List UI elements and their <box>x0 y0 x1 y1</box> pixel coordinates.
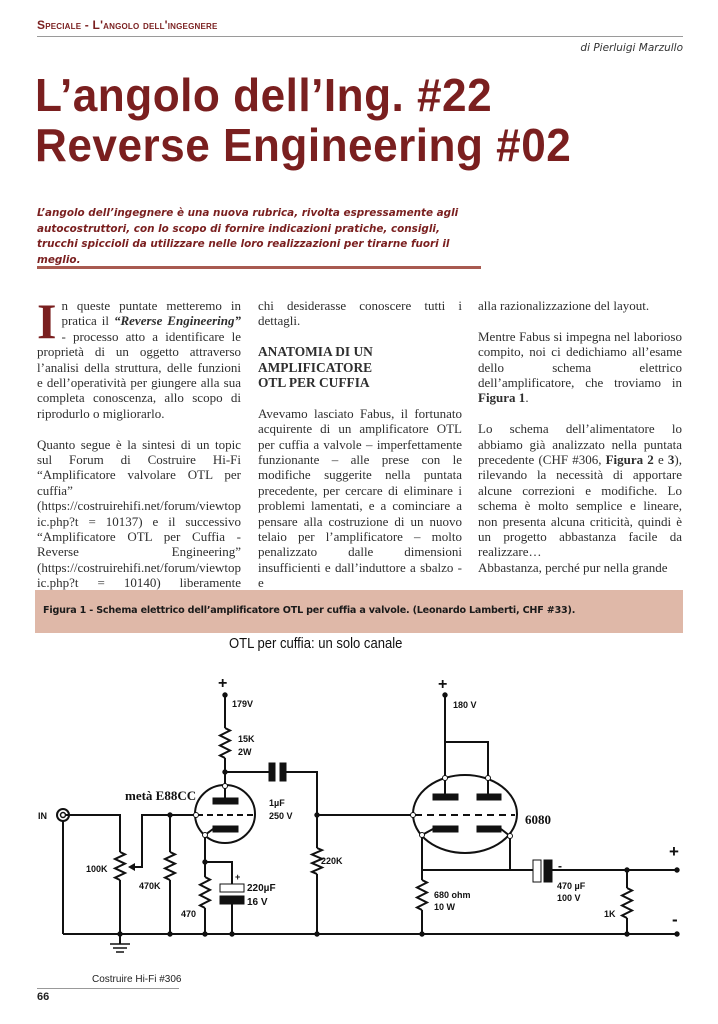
electrolytic-220uf-plate <box>220 896 244 904</box>
input-jack-center <box>61 813 66 818</box>
c2-voltage-label: 16 V <box>247 897 268 908</box>
section-heading: ANATOMIA DI UN AMPLIFICATORE OTL PER CUFFIA <box>258 344 373 391</box>
supply-terminal <box>223 693 227 697</box>
capacitor-1uf-plate <box>280 763 286 781</box>
text: Mentre Fabus si impegna nel laborioso compito, noi ci dedichiamo all’esame dello schema elettrico dell’amplificatore, che troviamo in <box>478 328 682 391</box>
junction-dot <box>411 813 416 818</box>
author-byline: di Pierluigi Marzullo <box>580 42 683 54</box>
resistor-470 <box>200 877 210 908</box>
junction-dot <box>315 932 319 936</box>
c2-plus-label: + <box>235 872 241 882</box>
junction-dot <box>168 813 172 817</box>
junction-dot <box>420 833 425 838</box>
figure-reference: Figura 2 <box>605 452 654 468</box>
electrolytic-220uf-plate <box>220 884 244 892</box>
r1k-label: 1K <box>604 909 616 919</box>
r680-watt-label: 10 W <box>434 902 456 912</box>
resistor-1k <box>622 888 632 918</box>
r470-label: 470 <box>181 909 197 919</box>
c1-voltage-label: 250 V <box>269 811 293 821</box>
voltage-180-label: 180 V <box>453 700 477 710</box>
wire <box>445 742 488 778</box>
r15k-label: 15K <box>238 734 255 744</box>
footer-divider <box>37 988 179 989</box>
text: n queste puntate metteremo in pratica il <box>61 298 241 329</box>
article-intro: L’angolo dell’ingegnere è una nuova rubrica, rivolta espressamente agli autocostruttori, con lo scopo di fornire indicazioni pratiche, consigli, trucchi spiccioli da utilizzare nelle loro realizzazioni per tirarne fuori il meglio. <box>37 207 459 266</box>
supply-plus-2-label: + <box>438 676 448 693</box>
section-header: Speciale - L'angolo dell'ingegnere <box>37 18 218 32</box>
text: . <box>525 390 529 406</box>
paragraph: Quanto segue è la sintesi di un topic sul Forum di Costruire Hi-Fi “Amplificatore valvolare OTL per cuffia” (https://costruirehifi.net/forum/viewtopic.php?t = 10137) e il successivo “Amplificatore OTL per Cuffia - Reverse Engineering” (https://costruirehifi.net/forum/viewtopic.php?t = 10140) liberamente <box>37 436 241 591</box>
tube-anode <box>477 794 501 800</box>
c3-minus-label: - <box>558 859 562 873</box>
figure-caption: Figura 1 - Schema elettrico dell’amplificatore OTL per cuffia a valvole. (Leonardo Lamberti, CHF #33). <box>43 605 576 616</box>
r680-label: 680 ohm <box>434 890 471 900</box>
schematic-labels <box>38 675 679 929</box>
junction-dot <box>168 932 172 936</box>
resistor-15k <box>220 728 230 758</box>
text: Lo schema dell’alimentatore lo abbiamo già analizzato nella puntata precedente (CHF #306, <box>478 421 682 468</box>
pot-wiper-arrow <box>128 863 135 871</box>
paragraph: alla razionalizzazione del layout. <box>478 298 650 313</box>
paragraph: Avevamo lasciato Fabus, il fortunato acquirente di un amplificatore OTL per cuffia a valvole – imperfettamente funzionante – alle prese con le modifiche suggerite nella puntata precedente, per cercare di eliminare i problemi lamentati, e a cominciare a pensare alla costruzione di un nuovo telaio per l’amplificatore – molto penalizzato dalle dimensioni insufficienti e dall’induttore a sbalzo - e <box>258 405 462 591</box>
tube-anode <box>213 798 238 804</box>
text: e <box>653 452 668 468</box>
c3-voltage-label: 100 V <box>557 893 581 903</box>
r470k-label: 470K <box>139 881 161 891</box>
junction-dot <box>508 834 513 839</box>
title-line-1: L’angolo dell’Ing. #22 <box>35 69 493 121</box>
electrolytic-470uf-plate <box>544 860 552 882</box>
schematic-components <box>57 693 679 952</box>
resistor-470k <box>165 852 175 880</box>
text: - processo atto a identificare le proprietà di un oggetto attraverso l’analisi della struttura, delle funzioni e dell’operatività per giungere alla sua completa conoscenza, allo scopo di riprodurlo o migliorarlo. <box>37 328 241 421</box>
junction-dot <box>194 813 199 818</box>
tube1-label: metà E88CC <box>125 788 197 803</box>
drop-cap: I <box>37 293 57 349</box>
supply-plus-label: + <box>218 675 228 692</box>
figure-reference: Figura 1 <box>478 390 526 406</box>
potentiometer-100k <box>115 852 125 880</box>
tube-cathode <box>477 826 501 832</box>
paragraph: Abbastanza, perché pur nella grande <box>478 559 668 575</box>
r220k-label: 220K <box>321 856 343 866</box>
c2-label: 220µF <box>247 883 276 894</box>
junction-dot <box>420 932 424 936</box>
c3-label: 470 µF <box>557 881 586 891</box>
tube-anode <box>433 794 458 800</box>
schematic-wires <box>63 695 677 944</box>
voltage-179-label: 179V <box>232 699 254 709</box>
output-terminal-minus <box>675 932 679 936</box>
pot-label: 100K <box>86 864 108 874</box>
emphasis: “Reverse Engineering” <box>113 313 241 329</box>
junction-dot <box>625 868 629 872</box>
output-terminal-plus <box>675 868 679 872</box>
junction-dot <box>443 776 448 781</box>
junction-dot <box>223 770 227 774</box>
junction-dot <box>203 932 207 936</box>
electrolytic-470uf-plate <box>533 860 541 882</box>
r15k-watt-label: 2W <box>238 747 252 757</box>
junction-dot <box>118 932 122 936</box>
title-line-2: Reverse Engineering #02 <box>35 119 572 171</box>
ground-icon <box>110 944 130 952</box>
wire <box>66 815 120 852</box>
output-minus-label: - <box>672 910 678 929</box>
junction-dot <box>230 932 234 936</box>
text: ), rilevando la necessità di apportare alcune correzioni e modifiche. Lo schema è molto semplice e lineare, non presenta alcuna criticità, quindi è un progetto abbastanza facile da realizzare… <box>478 452 682 560</box>
input-label: IN <box>38 811 47 821</box>
junction-dot <box>625 932 629 936</box>
page-number: 66 <box>37 991 50 1003</box>
junction-dot <box>486 776 491 781</box>
junction-dot <box>203 833 208 838</box>
junction-dot <box>223 784 228 789</box>
output-plus-label: + <box>669 842 679 861</box>
footer-magazine: Costruire Hi-Fi #306 <box>92 974 182 985</box>
capacitor-1uf-plate <box>269 763 275 781</box>
wire <box>286 772 317 848</box>
junction-dot <box>315 813 319 817</box>
schematic-title: OTL per cuffia: un solo canale <box>229 636 403 652</box>
tube2-label: 6080 <box>525 812 551 827</box>
tube-cathode <box>433 826 458 832</box>
tube-cathode <box>213 826 238 832</box>
figure-reference: 3 <box>667 452 675 468</box>
supply-terminal <box>443 693 447 697</box>
junction-dot <box>203 860 207 864</box>
resistor-680-ohm <box>417 880 427 910</box>
c1-label: 1µF <box>269 798 285 808</box>
paragraph: chi desiderasse conoscere tutti i dettagli. <box>258 298 462 329</box>
